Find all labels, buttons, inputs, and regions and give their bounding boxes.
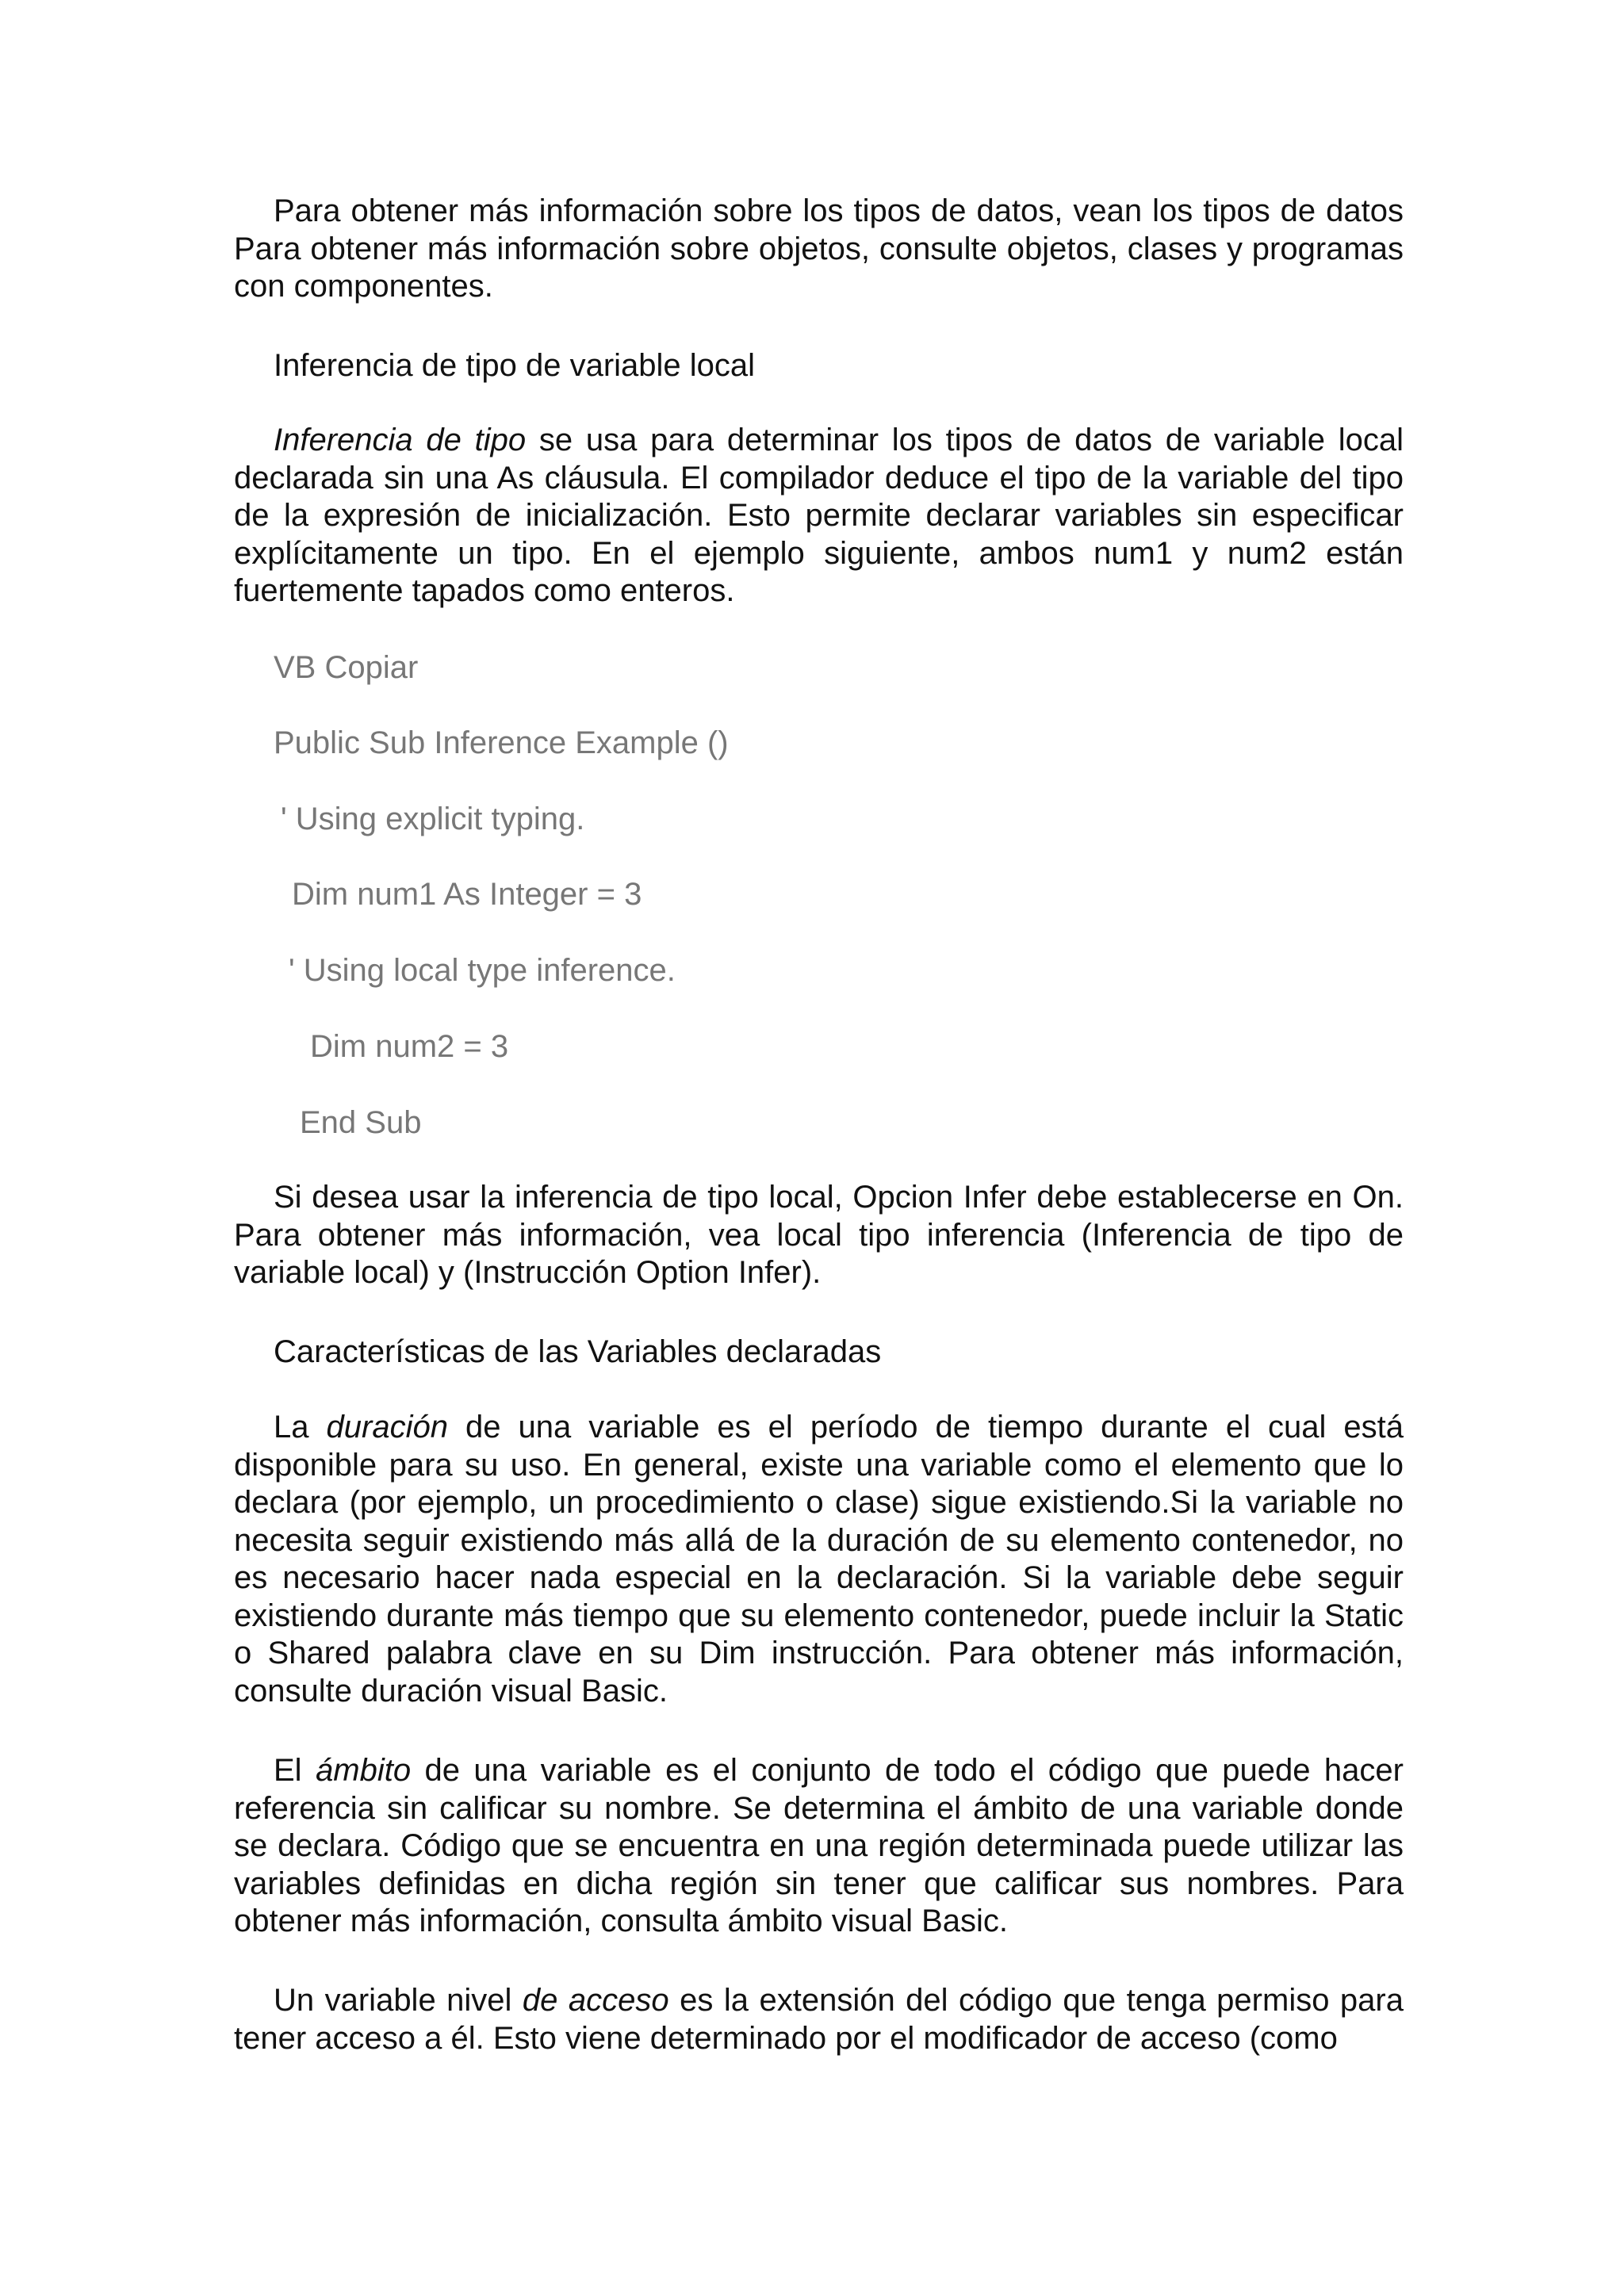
- paragraph-scope: [234, 1752, 1404, 1941]
- paragraph-text: Si desea usar la inferencia de tipo local, Opcion Infer debe establecerse en On. Para obtener más información, vea local tipo inferencia (Inferencia de tipo de variable local) y (Instrucción Option Infer).: [234, 1180, 1404, 1290]
- italic-term: de acceso: [522, 1983, 669, 2018]
- paragraph-type-inference: [234, 422, 1404, 610]
- paragraph-option-infer: [234, 1179, 1404, 1292]
- paragraph-text: se usa para determinar los tipos de datos de variable local declarada sin una As cláusula. El compilador deduce el tipo de la variable del tipo de la expresión de inicialización. Esto permite declarar variables sin especificar explícitamente un tipo. En el ejemplo siguiente, ambos num1 y num2 están fuertemente tapados como enteros.: [234, 423, 1404, 608]
- code-line: Dim num1 As Integer = 3: [292, 877, 642, 912]
- paragraph-access-level: [234, 1982, 1404, 2057]
- paragraph-data-types-info: [234, 193, 1404, 306]
- code-line: End Sub: [300, 1105, 422, 1140]
- heading-local-type-inference: Inferencia de tipo de variable local: [274, 348, 756, 383]
- italic-term: ámbito: [316, 1753, 412, 1788]
- paragraph-duration: [234, 1409, 1404, 1710]
- code-header: VB Copiar: [274, 650, 419, 685]
- code-line: Dim num2 = 3: [310, 1029, 509, 1064]
- paragraph-text: Un variable nivel: [274, 1983, 523, 2018]
- code-line: ' Using explicit typing.: [281, 802, 585, 836]
- heading-variable-characteristics: Características de las Variables declaradas: [274, 1334, 882, 1369]
- paragraph-text: El: [274, 1753, 316, 1788]
- paragraph-text: de una variable es el período de tiempo durante el cual está disponible para su uso. En general, existe una variable como el elemento que lo declara (por ejemplo, un procedimiento o clase) sigue existiendo.Si la variable no necesita seguir existiendo más allá de la duración de su elemento contenedor, no es necesario hacer nada especial en la declaración. Si la variable debe seguir existiendo durante más tiempo que su elemento contenedor, puede incluir la Static o Shared palabra clave en su Dim instrucción. Para obtener más información, consulte duración visual Basic.: [234, 1410, 1404, 1709]
- italic-term: Inferencia de tipo: [274, 423, 527, 457]
- code-line: ' Using local type inference.: [289, 953, 676, 988]
- code-line: Public Sub Inference Example (): [274, 725, 729, 760]
- paragraph-text: es la extensión del código que tenga permiso para tener acceso a él. Esto viene determinado por el modificador de acceso (como: [234, 1983, 1404, 2056]
- italic-term: duración: [326, 1410, 448, 1445]
- paragraph-text: La: [274, 1410, 327, 1445]
- paragraph-text: Para obtener más información sobre los tipos de datos, vean los tipos de datos Para obtener más información sobre objetos, consulte objetos, clases y programas con componentes.: [234, 193, 1404, 304]
- paragraph-text: de una variable es el conjunto de todo el código que puede hacer referencia sin calificar su nombre. Se determina el ámbito de una variable donde se declara. Código que se encuentra en una región determinada puede utilizar las variables definidas en dicha región sin tener que calificar sus nombres. Para obtener más información, consulta ámbito visual Basic.: [234, 1753, 1404, 1938]
